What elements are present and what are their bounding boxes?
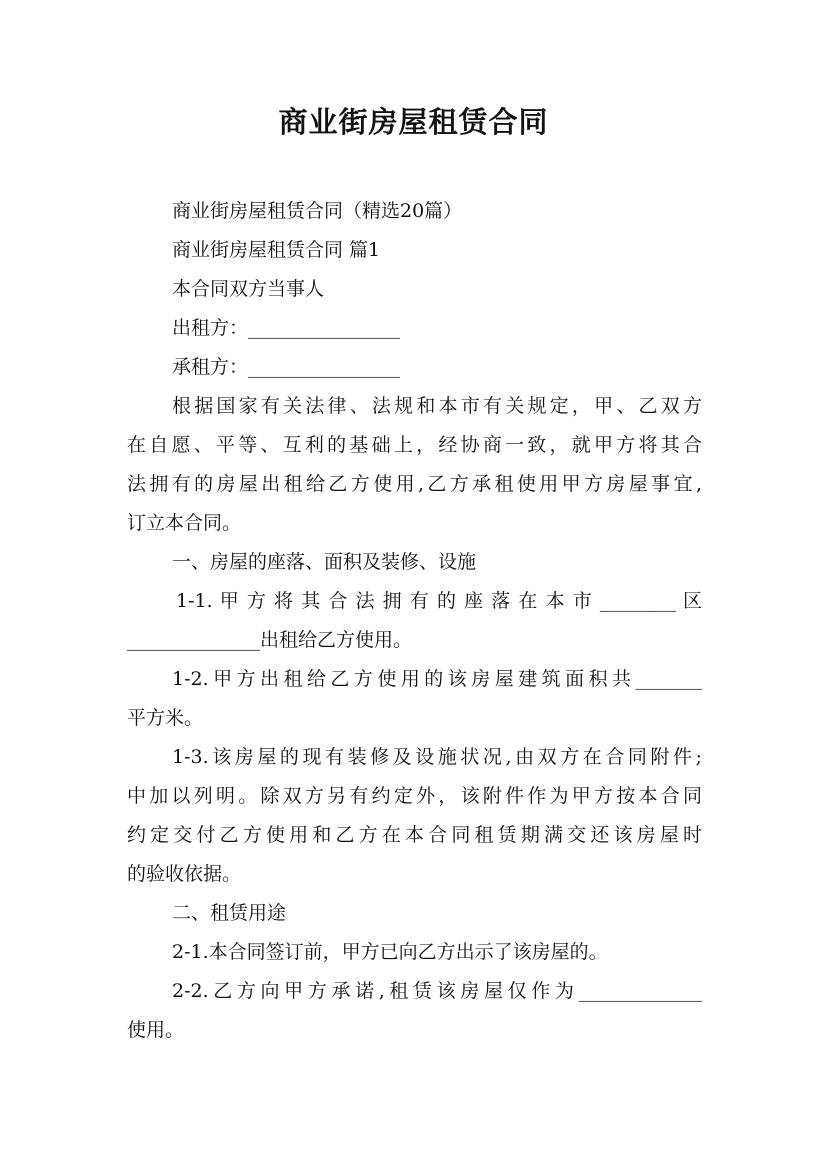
- paragraph-line: 订立本合同。: [127, 512, 242, 534]
- lessor-field: 出租方：________________: [172, 317, 401, 339]
- paragraph-line: 本合同双方当事人: [172, 278, 325, 300]
- paragraph-line: 使用。: [127, 1019, 185, 1041]
- paragraph-line: 约定交付乙方使用和乙方在本合同租赁期满交还该房屋时: [127, 824, 702, 846]
- paragraph-line: 1-2.甲方出租给乙方使用的该房屋建筑面积共_______: [172, 668, 702, 690]
- paragraph-line: 2-1.本合同签订前，甲方已向乙方出示了该房屋的。: [172, 941, 608, 963]
- lessee-field: 承租方：________________: [172, 356, 401, 378]
- document-title: 商业街房屋租赁合同: [278, 105, 549, 139]
- paragraph-line: 在自愿、平等、互利的基础上，经协商一致，就甲方将其合: [127, 434, 702, 456]
- paragraph-line: 根据国家有关法律、法规和本市有关规定，甲、乙双方: [172, 395, 702, 417]
- paragraph-line: ______________出租给乙方使用。: [127, 629, 413, 651]
- paragraph-line: 中加以列明。除双方另有约定外，该附件作为甲方按本合同: [127, 785, 702, 807]
- section-heading: 商业街房屋租赁合同 篇1: [172, 239, 381, 261]
- section-heading: 二、租赁用途: [172, 902, 287, 924]
- paragraph-line: 1-3.该房屋的现有装修及设施状况,由双方在合同附件;: [172, 746, 702, 768]
- subtitle-line: 商业街房屋租赁合同（精选20篇）: [172, 200, 463, 222]
- section-heading: 一、房屋的座落、面积及装修、设施: [172, 551, 477, 573]
- paragraph-line: 平方米。: [127, 707, 204, 729]
- paragraph-line: 1-1. 甲 方 将 其 合 法 拥 有 的 座 落 在 本 市 ________ 区: [176, 590, 702, 612]
- paragraph-line: 的验收依据。: [127, 863, 242, 885]
- paragraph-line: 法拥有的房屋出租给乙方使用,乙方承租使用甲方房屋事宜,: [127, 473, 702, 495]
- paragraph-line: 2-2.乙方向甲方承诺,租赁该房屋仅作为_____________: [172, 980, 702, 1002]
